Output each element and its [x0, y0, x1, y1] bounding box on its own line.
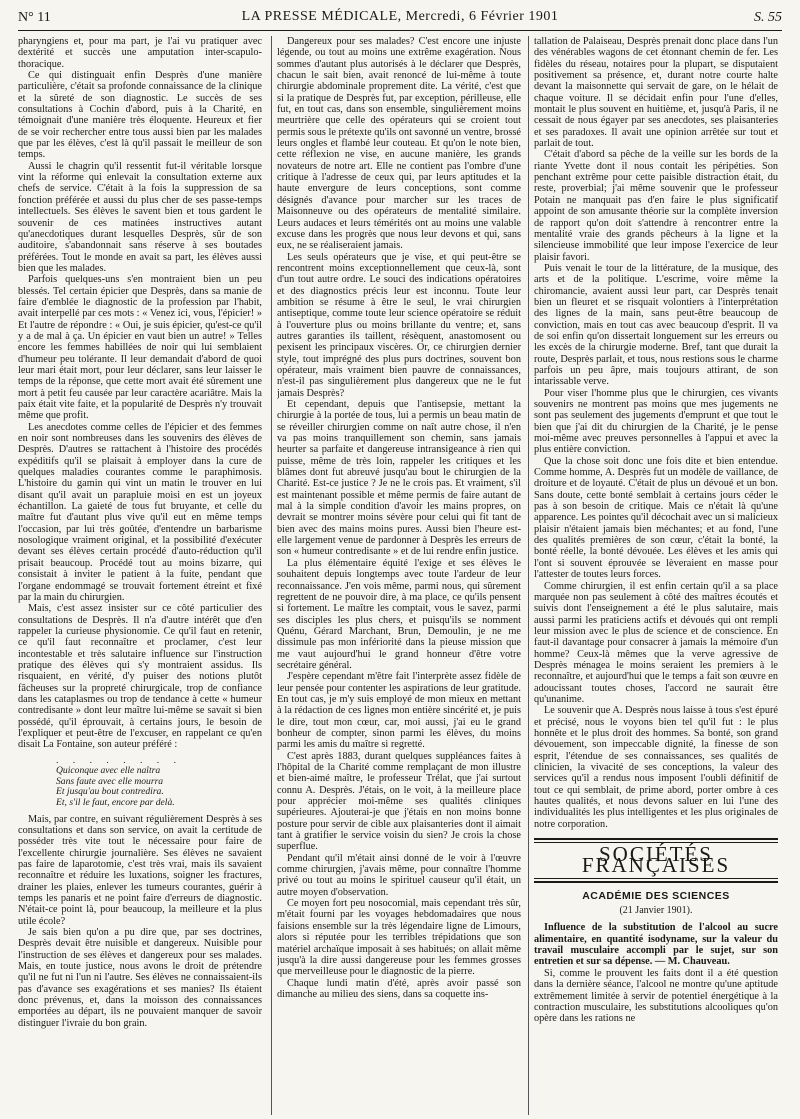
issue-number: N° 11	[18, 10, 51, 25]
academy-heading: ACADÉMIE DES SCIENCES	[582, 889, 730, 902]
paragraph: Aussi le chagrin qu'il ressentit fut-il véritable lorsque vint la réforme qui enlevait la consultation externe aux chefs de service. C'était à la fois la suppression de sa fonction préférée et aussi du plus cher de ses passe-temps intellectuels. Ses élèves le savent bien et tous gardent le souvenir de ces matinées instructives autant qu'anecdotiques durant lesquelles Desprès, sûr de son auditoire, s'abandonnait sans réserve à ses boutades préférées. Tout le monde en avait sa part, les élèves aussi bien que les malades.	[18, 160, 262, 274]
paragraph: Pendant qu'il m'était ainsi donné de le voir à l'œuvre comme chirurgien, j'avais même, pour connaître l'homme privé ou tout au moins le spirituel causeur qu'il était, un autre moyen d'observation.	[277, 852, 521, 898]
paragraph: C'est après 1883, durant quelques suppléances faites à l'hôpital de la Charité comme remplaçant de mon illustre et bien-aimé maître, le professeur Trélat, que j'ai surtout connu A. Desprès. J'étais, on le voit, à la meilleure place pour apprécier moi-même ses qualités cliniques supérieures. Ajouterai-je que j'étais en non moins bonne posture pour servir de cible aux plaisanteries dont il aimait tant à gratifier le service voisin du sien? Je crois la chose superflue.	[277, 750, 521, 853]
paragraph: Les anecdotes comme celles de l'épicier et des femmes en noir sont nombreuses dans les souvenirs des élèves de Desprès. D'autres se rattachent à l'histoire des procédés expéditifs qu'il se plaisait à employer dans la cure de quelques maladies courantes comme le paraphimosis. L'histoire du gamin qui vint un matin le trouver en lui disant qu'il avait un parapluie moisi en est un joyeux échantillon. La gaieté de tous fut bruyante, et celle du maître fut d'autant plus vive qu'il eut en même temps l'occasion, par lui très goûtée, d'entendre un barbarisme nosologique vraiment original, et la possibilité d'exécuter devant ses élèves certain procédé d'auto-réduction qu'il prisait beaucoup. Procédé tout au moins bizarre, qui consistait à inviter le patient à la fuite, pendant que l'organe endommagé se trouvait fortement étreint et fixé par la main du chirurgien.	[18, 421, 262, 603]
newspaper-title: LA PRESSE MÉDICALE, Mercredi, 6 Février 1901	[241, 9, 559, 24]
paragraph: Parfois quelques-uns s'en montraient bien un peu blessés. Tel certain épicier que Desprès, dans sa manie de faire d'emblée le diagnostic de la profession par l'habit, avait interpellé par ces mots : « Venez ici, vous, l'épicier! » Et l'autre de répondre : « Oui, je suis épicier, qu'est-ce qu'il y a de mal à ça. Un épicier en vaut bien un autre! » Telles encore les femmes habillées de noir qui lui semblaient d'humeur peu tolérante. Il leur demandait d'abord de quoi leur mari était mort, pour leur déclarer, sans leur laisser le temps de la réponse, que cette mort avait été sûrement une mort à petit feu causée par leur caractère acariâtre. Mais la paix était vite faite, et la popularité de Desprès n'y trouvait même que profit.	[18, 274, 262, 422]
column-divider	[271, 36, 272, 1115]
paragraph: Ce moyen fort peu nosocomial, mais cependant très sûr, m'était fourni par les voyages hebdomadaires que nous faisions ensemble sur la très légendaire ligne de Limours, alors si réputée pour les terribles trépidations que son matériel archaïque imposait à ses habitués; on allait même jusqu'à la dire aussi dangereuse pour les femmes grosses que merveilleuse pour le diagnostic de la pierre.	[277, 898, 521, 978]
section-title: SOCIÉTÉS FRANÇAISES	[581, 842, 731, 878]
paragraph: C'était d'abord sa pêche de la veille sur les bords de la riante Yvette dont il nous contait les péripéties. Son penchant extrême pour cette paisible distraction était, du reste, proverbial; j'ai même souvenir que le professeur Potain ne manquait pas d'en faire le plus significatif appoint de son amusante théorie sur la complète inversion de rapport qu'on doit s'attendre à rencontrer entre la mentalité vraie des grands pêcheurs à la ligne et la silencieuse immobilité que leur impose l'exercice de leur plaisir favori.	[534, 149, 778, 263]
section-rule	[534, 878, 778, 879]
paragraph: Les seuls opérateurs que je vise, et qui peut-être se rencontrent moins exceptionnellement que ceux-là, sont d'un tout autre ordre. Le souci des indications opératoires et des diagnostics précis leur est inconnu. Toute leur ambition se résume à être le seul, le vrai chirurgien antiseptique, comme toute leur science opératoire se réduit à l'ouverture plus ou moins brillante du ventre; et, sans autres garanties ils taillent, résèquent, anastomosent ou pexisent les principaux viscères. Or, ce chirurgien dernier style, tout imprégné des plus purs doctrines, souvent bon opérateur, mais vraiment bien pauvre de connaissances, n'est-il pas singulièrement plus dangereux que ne le fut jamais Desprès?	[277, 251, 521, 399]
paragraph: Mais, c'est assez insister sur ce côté particulier des consultations de Desprès. Il n'a d'autre intérêt que d'en rappeler la curieuse physionomie. Ce qu'il faut en retenir, ce qu'il faut reconnaître et proclamer, c'est leur incontestable et très salutaire influence sur l'instruction pratique des élèves qui s'y montraient assidus. Ils risquaient, en vérité, d'y puiser des notions plutôt fâcheuses sur la propreté chirurgicale, trop de confiance dans les cataplasmes ou trop de tendance à cette « humeur contredisante » dont leur maître lui-même se savait si bien possédé, qu'il éprouvait, à certains jours, le besoin de l'expliquer et peut-être de l'excuser, en rappelant ce qu'en disait La Fontaine, son auteur préféré :	[18, 603, 262, 751]
paragraph: Que la chose soit donc une fois dite et bien entendue. Comme homme, A. Desprès fut un modèle de vaillance, de droiture et de loyauté. C'était de plus un dévoué et un bon. Sans doute, cette bonté semblait à certains jours céder le pas à son besoin de critique. Mais ce n'était là qu'une apparence. Les pointes qu'il décochait avec un si malicieux plaisir n'étaient jamais bien méchantes; et au fond, l'une des qualités premières de son cœur, c'était la bonté, la bonté réelle, la bonté dévouée. Les élèves et les amis qui l'ont si souvent éprouvée se lèveraient en masse pour l'attester de toutes leurs forces.	[534, 455, 778, 581]
la-fontaine-verse	[56, 756, 262, 809]
communication-title: Influence de la substitution de l'alcool au sucre alimentaire, en quantité isodyname, sur la valeur du travail musculaire accompli par le sujet, sur son entretien et sur sa dépense. — M. Chauveau.	[534, 922, 778, 968]
verse-line: Sans faute avec elle mourra	[56, 775, 164, 787]
paragraph: J'espère cependant m'être fait l'interprète assez fidèle de leur pensée pour contenter les aspirations de leur gratitude. En tout cas, je m'y suis employé de mon mieux en mettant à la rédaction de ces lignes mon entière sincérité et, je puis le dire, tout mon cœur, car, moi aussi, j'ai eu le grand bonheur de compter, sinon parmi les élèves, du moins parmi les amis du maître si regretté.	[277, 671, 521, 751]
column-1	[18, 36, 262, 1115]
paragraph: pharyngiens et, pour ma part, je l'ai vu pratiquer avec dextérité et succès une amputation inter-scapulo-thoracique.	[18, 36, 262, 70]
paragraph: Et cependant, depuis que l'antisepsie, mettant la chirurgie à la portée de tous, lui a permis un beau matin de se réveiller chirurgien comme on naît autre chose, il n'en va pas moins tranquillement son chemin, sans jamais heurter sa parfaite et dangereuse intransigeance à rien qui puisse, même de très loin, rappeler les critiques et les blâmes dont fut abreuvé jusqu'au bout le chirurgien de la Charité. Est-ce justice ? Je ne le crois pas. Et vraiment, s'il est maintenant possible et même permis de faire autant de mal à la simple condition d'avoir les mains propres, on devrait se montrer moins sévère pour celui qui fit tant de bien avec des mains moins pures. Aussi bien l'heure est-elle largement venue de pardonner à Desprès les erreurs de son « humeur contredisante » et de lui rendre enfin justice.	[277, 399, 521, 558]
page-number: S. 55	[754, 10, 782, 25]
paragraph: Dangereux pour ses malades? C'est encore une injuste légende, ou tout au moins une extrême exagération. Nous sommes d'autant plus autorisés à le déclarer que Desprès, chacun le sait bien, avait renoncé de lui-même à toute chirurgie abdominale proprement dite. La vérité, c'est que si la pratique de Desprès fut, par exception, périlleuse, elle fut, en tout cas, dans son ensemble, singulièrement moins meurtrière que celle des opérateurs qui se croient tout permis sous le prétexte qu'ils ont savonné un ventre, brossé leurs ongles et flambé leur couteau. Et qu'on le note bien, cette réflexion ne vise, en aucune manière, les grands novateurs de notre art. Elle ne contient pas l'ombre d'une critique à l'adresse de ceux qui, par leurs aptitudes et la haute envergure de leurs conceptions, sont comme désignés d'avance pour marcher sur les traces de Maisonneuve ou des opérateurs de mentalité similaire. Leurs audaces et leurs témérités ont au moins une valable excuse dans les progrès que nous leur devons et qui, sans eux, ne se réaliseraient jamais.	[277, 36, 521, 252]
section-rule	[534, 881, 778, 883]
session-date: (21 Janvier 1901).	[619, 905, 693, 917]
column-2	[277, 36, 521, 1115]
paragraph: Ce qui distinguait enfin Desprès d'une manière particulière, c'était sa profonde connaissance de la clinique et la sûreté de son diagnostic. Le succès de ses consultations à Cochin d'abord, puis à la Charité, en témoignait d'une manière très éloquente. Heureux et fier de se voir rechercher entre tous aussi bien par les malades que par les élèves, c'est là qu'il passait le meilleur de son temps.	[18, 70, 262, 161]
verse-line: Et jusqu'au bout contredira.	[56, 786, 164, 798]
verse-line: Quiconque avec elle naîtra	[56, 765, 161, 777]
page-header	[18, 6, 782, 30]
paragraph: Chaque lundi matin d'été, après avoir passé son dimanche au milieu des siens, dans sa coquette ins-	[277, 977, 521, 1000]
verse-ellipsis: . . . . . . . .	[56, 754, 182, 766]
paragraph: Le souvenir que A. Desprès nous laisse à tous s'est épuré et précisé, nous le voyons bien tel qu'il fut : le plus honnête et le plus droit des hommes. Sa bonté, son grand dévouement, son impeccable dignité, la finesse de son esprit, l'étendue de ses connaissances, ses qualités de clinicien, la vivacité de ses conceptions, la valeur des services qu'il a rendus nous imposent l'oubli définitif de tout ce qui semblait, de prime abord, porter ombre à ces hautes qualités, et nous devons saluer en lui l'une des individualités les plus intelligentes et les plus originales de notre corporation.	[534, 705, 778, 830]
paragraph: Pour viser l'homme plus que le chirurgien, ces vivants souvenirs ne montrent pas moins que mes jugements ne sont pas seulement des jugements d'emprunt et que tout le bien que j'ai dit du chirurgien de la Charité, je le pense moi-même avec preuves personnelles à l'appui et avec la plus entière conviction.	[534, 387, 778, 456]
paragraph: Puis venait le tour de la littérature, de la musique, des arts et de la politique. L'escrime, voire même la chiromancie, avaient aussi leur part, car Desprès tenait bien un fleuret et se risquait volontiers à l'interprétation des lignes de la main, sans peut-être beaucoup de conviction, mais en tout cas avec beaucoup d'esprit. Il va de soi enfin qu'on dissertait longuement sur les erreurs ou les excès de la chirurgie moderne. Bref, tant que durait la route, Desprès parlait, et tous, nous restions sous le charme parfois un peu âpre, mais toujours attirant, de son intarissable verve.	[534, 262, 778, 388]
header-rule	[18, 30, 782, 31]
paragraph: Comme chirurgien, il est enfin certain qu'il a sa place marquée non pas seulement à côté des maîtres écoutés et suivis dont l'enseignement a été le plus salutaire, mais aussi parmi les praticiens actifs et dévoués qui ont rempli leur mission avec le plus de science et de conscience. En faut-il davantage pour consacrer à jamais la mémoire d'un homme? Ceux-là mêmes que la verve agressive de Desprès ménagea le moins seraient les premiers à le reconnaître, et aujourd'hui que le temps a fait son œuvre en adoucissant toutes choses, l'accord ne saurait être qu'unanime.	[534, 580, 778, 705]
column-3	[534, 36, 778, 1115]
paragraph: Je sais bien qu'on a pu dire que, par ses doctrines, Desprès devait être nuisible et dangereux. Nuisible pour l'instruction de ses élèves et dangereux pour ses malades. Mais, en toute justice, nous avons le droit de prétendre qu'il ne fut ni l'un ni l'autre. Ses élèves ne connaissaient-ils pas d'avance ses exagérations et ses manies? Ils étaient donc prévenus, et, dans la moisson des connaissances emportées au départ, ils ne pouvaient manquer de savoir distinguer l'ivraie du bon grain.	[18, 927, 262, 1029]
paragraph: tallation de Palaiseau, Desprès prenait donc place dans l'un des vénérables wagons de cet étonnant chemin de fer. Les fidèles du réseau, notaires pour la plupart, se disputaient positivement sa présence, et, durant notre courte halte devant la maisonnette qui servait de gare, on le hélait de chaque voiture. Il se décidait enfin pour l'une d'elles, montait le plus souvent en huitième, et, jusqu'à Paris, il ne cessait de nous égayer par ses anecdotes, ses plaisanteries et ses paradoxes. Il avait une opinion arrêtée sur tout et parlait de tout.	[534, 36, 778, 150]
article-columns	[18, 36, 783, 1115]
section-rule	[534, 838, 778, 840]
paragraph: Si, comme le prouvent les faits dont il a été question dans la dernière séance, l'alcool ne montre qu'une aptitude extrêmement limitée à servir de potentiel énergétique à la contraction musculaire, les substitutions alcooliques qu'on opère dans les rations ne	[534, 967, 778, 1025]
verse-line: Et, s'il le faut, encore par delà.	[56, 797, 175, 809]
column-divider	[528, 36, 529, 1115]
paragraph: Mais, par contre, en suivant régulièrement Desprès à ses consultations et dans son service, on avait la certitude de posséder très vite tout le nécessaire pour faire de l'excellente chirurgie journalière. Ses élèves ne savaient pas faire de laparotomie, c'est très vrai, mais ils savaient reconnaître et réduire les luxations, soigner les fractures, drainer les plaies, enlever les tumeurs courantes, guérir à temps les panaris et ne point faire d'erreurs de diagnostic. N'était-ce point là, pour beaucoup, la meilleure et la plus utile école?	[18, 813, 262, 927]
paragraph: La plus élémentaire équité l'exige et ses élèves le souhaitent depuis longtemps avec toute l'ardeur de leur reconnaissance. J'en vois même, parmi nous, qui sûrement regrettent de ne pouvoir dire, à ma place, ce qu'ils pensent si fortement. Le maître les comptait, vous le savez, parmi ses disciples les plus chers, et puisqu'ils se nomment Quénu, Gérard Marchant, Brun, Demoulin, je ne me dissimule pas mon infériorité dans la pieuse mission que me vaut aujourd'hui le grand honneur d'être votre secrétaire général.	[277, 557, 521, 671]
